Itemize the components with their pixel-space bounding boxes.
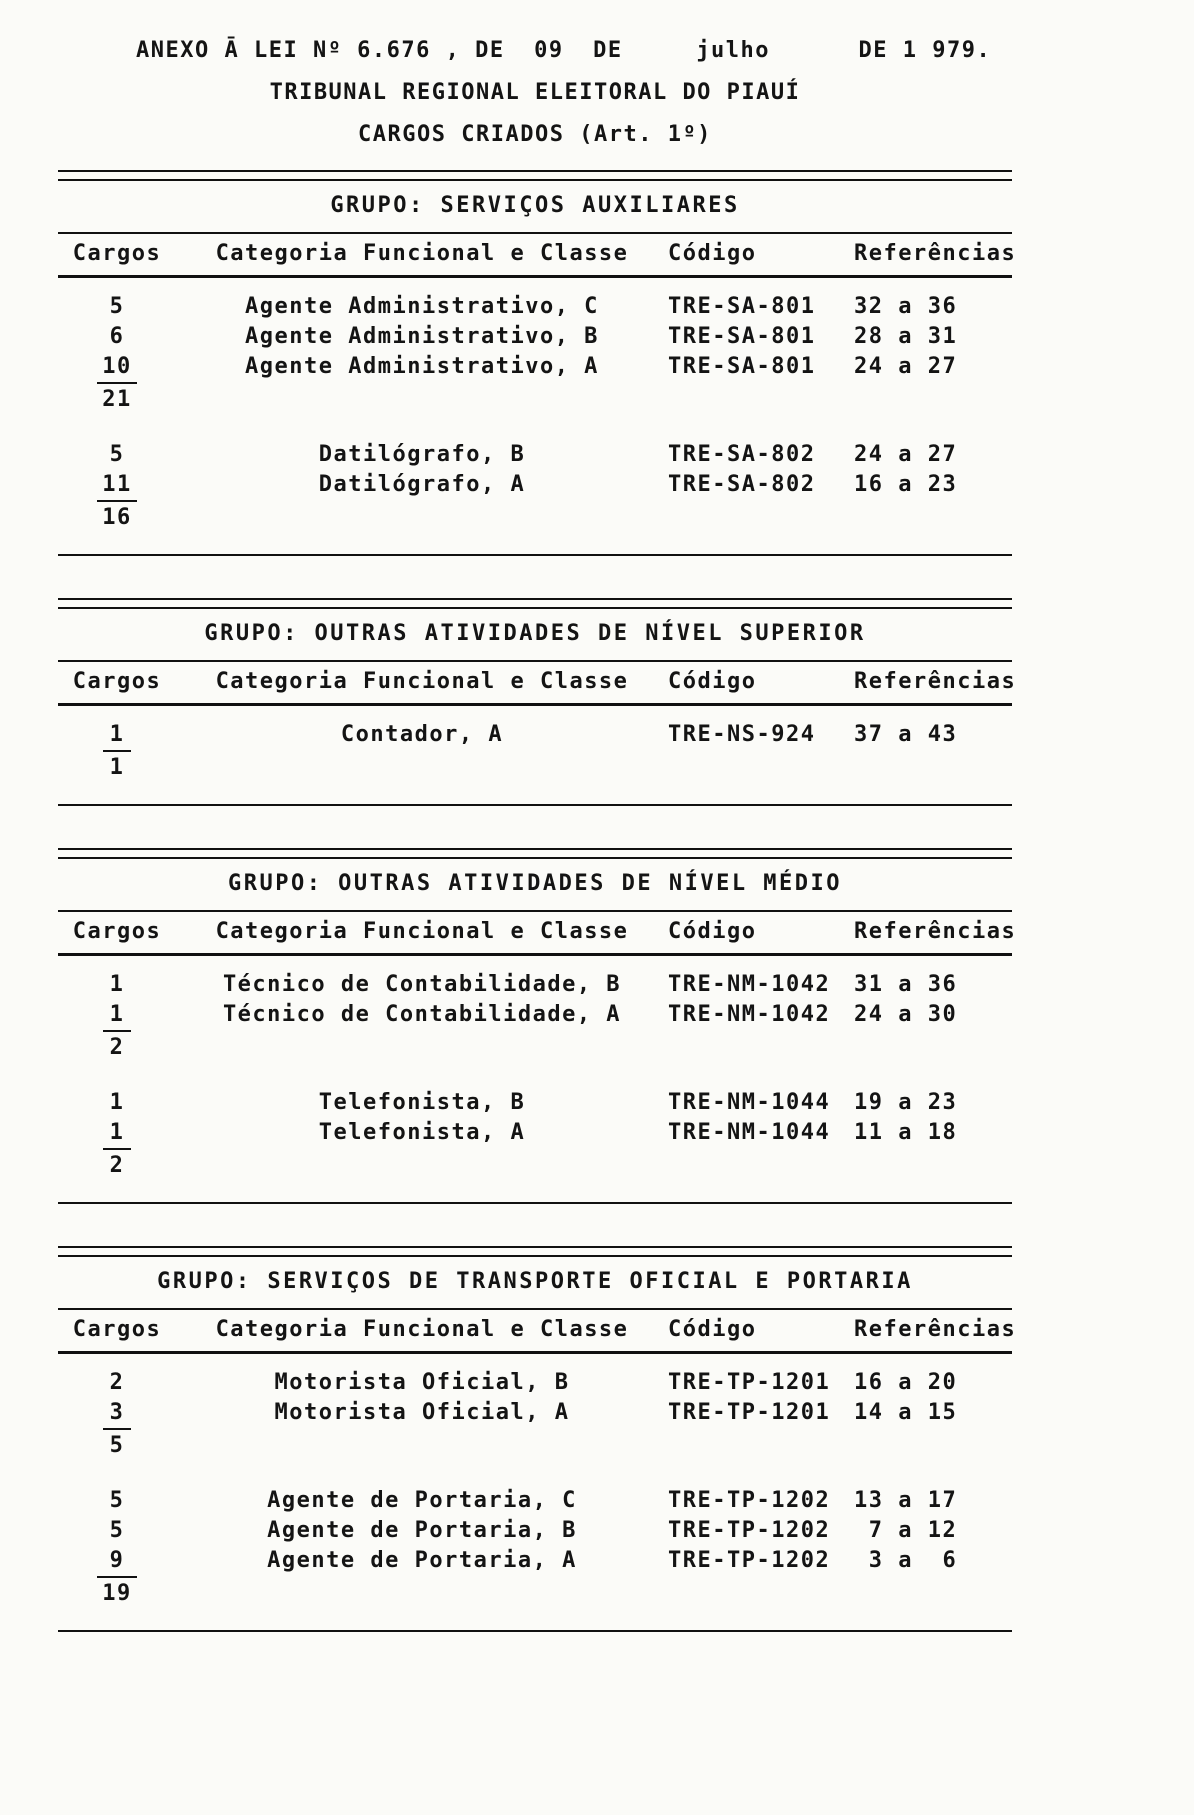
cell-referencias: 16 a 20 — [854, 1370, 958, 1395]
column-header-cargos: Cargos — [72, 1317, 162, 1342]
cell-cargos: 1 — [109, 972, 125, 997]
cell-categoria: Técnico de Contabilidade, B — [222, 972, 622, 997]
cell-codigo: TRE-TP-1201 — [668, 1400, 831, 1425]
cell-total — [58, 500, 176, 534]
document-header — [58, 30, 1012, 156]
column-header-categoria: Categoria Funcional e Classe — [215, 919, 629, 944]
cell-categoria: Telefonista, A — [318, 1120, 526, 1145]
cell-categoria: Agente Administrativo, B — [245, 324, 599, 349]
table-row — [58, 1118, 1012, 1148]
table-row — [58, 1546, 1012, 1576]
total-value: 2 — [103, 1148, 131, 1182]
table-row — [58, 720, 1012, 750]
table-bottom-rule — [58, 1630, 1012, 1632]
cell-cargos: 11 — [102, 472, 132, 497]
table-body — [58, 278, 1012, 554]
group-title: GRUPO: SERVIÇOS AUXILIARES — [330, 193, 740, 218]
column-header-referencias: Referências — [854, 1317, 1017, 1342]
cell-categoria: Datilógrafo, A — [318, 472, 526, 497]
total-value: 1 — [103, 750, 131, 784]
annex-law-title: ANEXO Ā LEI Nº 6.676 , DE 09 DE julho DE 1 979. — [136, 38, 992, 63]
cell-categoria: Técnico de Contabilidade, A — [222, 1002, 622, 1027]
total-value: 19 — [97, 1576, 137, 1610]
cell-codigo: TRE-TP-1202 — [668, 1548, 831, 1573]
cell-categoria: Contador, A — [340, 722, 504, 747]
cell-codigo: TRE-TP-1202 — [668, 1518, 831, 1543]
cell-cargos: 3 — [109, 1400, 125, 1425]
column-header-cargos: Cargos — [72, 669, 162, 694]
table-row — [58, 1088, 1012, 1118]
cell-referencias: 31 a 36 — [854, 972, 958, 997]
table-section — [58, 292, 1012, 416]
table-section — [58, 970, 1012, 1064]
group-section — [58, 598, 1017, 806]
table-body — [58, 1354, 1012, 1630]
cell-codigo: TRE-NS-924 — [668, 722, 816, 747]
cell-codigo: TRE-SA-801 — [668, 324, 816, 349]
cell-cargos: 5 — [109, 442, 125, 467]
total-value: 5 — [103, 1428, 131, 1462]
cell-codigo: TRE-NM-1042 — [668, 1002, 831, 1027]
cell-cargos: 9 — [109, 1548, 125, 1573]
total-row — [58, 1428, 1012, 1462]
column-header-referencias: Referências — [854, 669, 1017, 694]
cell-codigo: TRE-SA-802 — [668, 472, 816, 497]
cell-referencias: 37 a 43 — [854, 722, 958, 747]
total-value: 2 — [103, 1030, 131, 1064]
cell-categoria: Agente Administrativo, C — [245, 294, 599, 319]
cargos-criados-subtitle: CARGOS CRIADOS (Art. 1º) — [358, 122, 712, 147]
cell-cargos: 10 — [102, 354, 132, 379]
table-row — [58, 1000, 1012, 1030]
cell-codigo: TRE-TP-1202 — [668, 1488, 831, 1513]
cell-codigo: TRE-SA-801 — [668, 354, 816, 379]
column-header-codigo: Código — [668, 919, 757, 944]
cell-codigo: TRE-NM-1044 — [668, 1120, 831, 1145]
group-title: GRUPO: SERVIÇOS DE TRANSPORTE OFICIAL E PORTARIA — [157, 1269, 913, 1294]
total-row — [58, 382, 1012, 416]
group-section — [58, 1246, 1017, 1632]
table-section — [58, 1486, 1012, 1610]
cell-categoria: Agente de Portaria, B — [267, 1518, 577, 1543]
table-row — [58, 352, 1012, 382]
table-body — [58, 706, 1012, 804]
column-header-codigo: Código — [668, 1317, 757, 1342]
total-row — [58, 750, 1012, 784]
cell-cargos: 1 — [109, 1120, 125, 1145]
cell-referencias: 24 a 27 — [854, 442, 958, 467]
cell-cargos: 6 — [109, 324, 125, 349]
table-header-row — [58, 914, 1017, 950]
total-value: 16 — [97, 500, 137, 534]
table-header-row — [58, 236, 1017, 272]
column-header-cargos: Cargos — [72, 919, 162, 944]
cell-referencias: 7 a 12 — [854, 1518, 958, 1543]
cell-total — [58, 750, 176, 784]
column-header-cargos: Cargos — [72, 241, 162, 266]
cell-referencias: 24 a 27 — [854, 354, 958, 379]
title-bottom-rule — [58, 910, 1012, 912]
table-row — [58, 1398, 1012, 1428]
column-header-categoria: Categoria Funcional e Classe — [215, 241, 629, 266]
title-bottom-rule — [58, 1308, 1012, 1310]
cell-categoria: Motorista Oficial, A — [274, 1400, 570, 1425]
table-body — [58, 956, 1012, 1202]
table-section — [58, 440, 1012, 534]
table-row — [58, 440, 1012, 470]
column-header-referencias: Referências — [854, 241, 1017, 266]
column-header-codigo: Código — [668, 241, 757, 266]
column-header-categoria: Categoria Funcional e Classe — [215, 1317, 629, 1342]
total-row — [58, 1576, 1012, 1610]
cell-cargos: 5 — [109, 294, 125, 319]
document-content — [58, 30, 1017, 1632]
groups-container — [58, 170, 1017, 1632]
table-row — [58, 970, 1012, 1000]
cell-cargos: 5 — [109, 1488, 125, 1513]
table-row — [58, 292, 1012, 322]
cell-codigo: TRE-SA-802 — [668, 442, 816, 467]
cell-codigo: TRE-SA-801 — [668, 294, 816, 319]
cell-total — [58, 1576, 176, 1610]
cell-cargos: 5 — [109, 1518, 125, 1543]
cell-referencias: 32 a 36 — [854, 294, 958, 319]
cell-referencias: 24 a 30 — [854, 1002, 958, 1027]
cell-total — [58, 1030, 176, 1064]
cell-referencias: 14 a 15 — [854, 1400, 958, 1425]
group-top-rule — [58, 848, 1012, 859]
table-header-row — [58, 1312, 1017, 1348]
table-bottom-rule — [58, 554, 1012, 556]
group-top-rule — [58, 598, 1012, 609]
cell-cargos: 1 — [109, 1090, 125, 1115]
tribunal-title: TRIBUNAL REGIONAL ELEITORAL DO PIAUÍ — [269, 80, 801, 105]
cell-codigo: TRE-TP-1201 — [668, 1370, 831, 1395]
table-section — [58, 1088, 1012, 1182]
table-header-row — [58, 664, 1017, 700]
cell-referencias: 19 a 23 — [854, 1090, 958, 1115]
total-row — [58, 1148, 1012, 1182]
cell-referencias: 11 a 18 — [854, 1120, 958, 1145]
group-section — [58, 170, 1017, 556]
cell-categoria: Motorista Oficial, B — [274, 1370, 570, 1395]
table-row — [58, 1368, 1012, 1398]
group-title: GRUPO: OUTRAS ATIVIDADES DE NÍVEL MÉDIO — [227, 871, 843, 896]
cell-categoria: Agente de Portaria, A — [267, 1548, 577, 1573]
column-header-codigo: Código — [668, 669, 757, 694]
cell-codigo: TRE-NM-1042 — [668, 972, 831, 997]
table-section — [58, 1368, 1012, 1462]
title-bottom-rule — [58, 660, 1012, 662]
table-row — [58, 470, 1012, 500]
cell-categoria: Telefonista, B — [318, 1090, 526, 1115]
column-header-categoria: Categoria Funcional e Classe — [215, 669, 629, 694]
cell-referencias: 13 a 17 — [854, 1488, 958, 1513]
cell-cargos: 1 — [109, 722, 125, 747]
column-header-referencias: Referências — [854, 919, 1017, 944]
cell-total — [58, 1148, 176, 1182]
cell-categoria: Agente de Portaria, C — [267, 1488, 577, 1513]
table-row — [58, 1486, 1012, 1516]
cell-referencias: 3 a 6 — [854, 1548, 958, 1573]
cell-cargos: 1 — [109, 1002, 125, 1027]
cell-total — [58, 1428, 176, 1462]
total-value: 21 — [97, 382, 137, 416]
cell-codigo: TRE-NM-1044 — [668, 1090, 831, 1115]
group-top-rule — [58, 1246, 1012, 1257]
cell-categoria: Datilógrafo, B — [318, 442, 526, 467]
total-row — [58, 1030, 1012, 1064]
table-bottom-rule — [58, 1202, 1012, 1204]
group-top-rule — [58, 170, 1012, 181]
cell-total — [58, 382, 176, 416]
table-row — [58, 322, 1012, 352]
table-bottom-rule — [58, 804, 1012, 806]
group-title: GRUPO: OUTRAS ATIVIDADES DE NÍVEL SUPERIOR — [204, 621, 866, 646]
table-row — [58, 1516, 1012, 1546]
cell-categoria: Agente Administrativo, A — [245, 354, 599, 379]
table-section — [58, 720, 1012, 784]
group-section — [58, 848, 1017, 1204]
cell-referencias: 28 a 31 — [854, 324, 958, 349]
cell-cargos: 2 — [109, 1370, 125, 1395]
cell-referencias: 16 a 23 — [854, 472, 958, 497]
title-bottom-rule — [58, 232, 1012, 234]
total-row — [58, 500, 1012, 534]
